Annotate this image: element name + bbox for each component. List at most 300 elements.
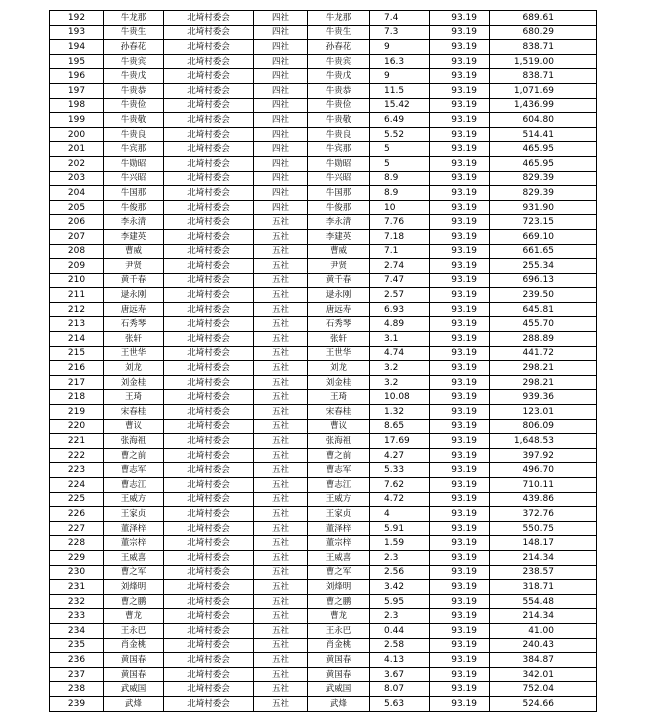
holder-cell: 王永巴 — [308, 623, 370, 638]
table-row — [50, 623, 597, 638]
amount-cell: 554.48 — [490, 594, 597, 609]
village-cell: 北埼村委会 — [164, 142, 254, 157]
amount-cell: 496.70 — [490, 463, 597, 478]
name-cell: 曹威 — [104, 244, 164, 259]
name-cell: 牛兴昭 — [104, 171, 164, 186]
area-cell: 16.3 — [370, 54, 430, 69]
name-cell: 牛贵俭 — [104, 98, 164, 113]
village-cell: 北埼村委会 — [164, 25, 254, 40]
village-cell: 北埼村委会 — [164, 171, 254, 186]
amount-cell: 238.57 — [490, 565, 597, 580]
holder-cell: 张轩 — [308, 332, 370, 347]
village-cell: 北埼村委会 — [164, 405, 254, 420]
group-cell: 五社 — [254, 594, 308, 609]
row-number: 230 — [50, 565, 104, 580]
group-cell: 四社 — [254, 200, 308, 215]
name-cell: 肖金桃 — [104, 638, 164, 653]
name-cell: 牛国那 — [104, 186, 164, 201]
table-row — [50, 536, 597, 551]
name-cell: 孙春花 — [104, 40, 164, 55]
amount-cell: 645.81 — [490, 302, 597, 317]
amount-cell: 41.00 — [490, 623, 597, 638]
row-number: 218 — [50, 390, 104, 405]
name-cell: 刘烽明 — [104, 580, 164, 595]
row-number: 225 — [50, 492, 104, 507]
holder-cell: 石秀琴 — [308, 317, 370, 332]
area-cell: 7.1 — [370, 244, 430, 259]
name-cell: 王威喜 — [104, 550, 164, 565]
group-cell: 五社 — [254, 463, 308, 478]
group-cell: 五社 — [254, 215, 308, 230]
row-number: 214 — [50, 332, 104, 347]
group-cell: 五社 — [254, 273, 308, 288]
group-cell: 四社 — [254, 11, 308, 26]
table-row — [50, 171, 597, 186]
group-cell: 五社 — [254, 623, 308, 638]
holder-cell: 黄千春 — [308, 273, 370, 288]
table-row — [50, 54, 597, 69]
holder-cell: 李建英 — [308, 229, 370, 244]
village-cell: 北埼村委会 — [164, 463, 254, 478]
group-cell: 五社 — [254, 361, 308, 376]
area-cell: 2.56 — [370, 565, 430, 580]
group-cell: 五社 — [254, 375, 308, 390]
name-cell: 牛贵生 — [104, 25, 164, 40]
amount-cell: 710.11 — [490, 478, 597, 493]
row-number: 199 — [50, 113, 104, 128]
name-cell: 唐远寿 — [104, 302, 164, 317]
amount-cell: 397.92 — [490, 448, 597, 463]
row-number: 231 — [50, 580, 104, 595]
row-number: 198 — [50, 98, 104, 113]
table-row — [50, 229, 597, 244]
table-row — [50, 11, 597, 26]
holder-cell: 董泽梓 — [308, 521, 370, 536]
table-row — [50, 200, 597, 215]
holder-cell: 曹威 — [308, 244, 370, 259]
holder-cell: 曹议 — [308, 419, 370, 434]
group-cell: 五社 — [254, 492, 308, 507]
holder-cell: 曹志江 — [308, 478, 370, 493]
row-number: 212 — [50, 302, 104, 317]
table-row — [50, 142, 597, 157]
village-cell: 北埼村委会 — [164, 302, 254, 317]
table-row — [50, 186, 597, 201]
holder-cell: 宋春桂 — [308, 405, 370, 420]
table-row — [50, 215, 597, 230]
amount-cell: 1,519.00 — [490, 54, 597, 69]
holder-cell: 牛贵宾 — [308, 54, 370, 69]
row-number: 221 — [50, 434, 104, 449]
holder-cell: 牛贵敬 — [308, 113, 370, 128]
name-cell: 曹之鹏 — [104, 594, 164, 609]
rate-cell: 93.19 — [430, 696, 490, 711]
group-cell: 五社 — [254, 448, 308, 463]
rate-cell: 93.19 — [430, 434, 490, 449]
village-cell: 北埼村委会 — [164, 127, 254, 142]
row-number: 211 — [50, 288, 104, 303]
row-number: 215 — [50, 346, 104, 361]
holder-cell: 武威国 — [308, 682, 370, 697]
name-cell: 牛贵宾 — [104, 54, 164, 69]
row-number: 208 — [50, 244, 104, 259]
holder-cell: 曹之鹏 — [308, 594, 370, 609]
rate-cell: 93.19 — [430, 98, 490, 113]
area-cell: 9 — [370, 40, 430, 55]
rate-cell: 93.19 — [430, 171, 490, 186]
amount-cell: 384.87 — [490, 653, 597, 668]
holder-cell: 李永清 — [308, 215, 370, 230]
area-cell: 7.62 — [370, 478, 430, 493]
amount-cell: 550.75 — [490, 521, 597, 536]
village-cell: 北埼村委会 — [164, 186, 254, 201]
village-cell: 北埼村委会 — [164, 98, 254, 113]
village-cell: 北埼村委会 — [164, 229, 254, 244]
holder-cell: 牛贵良 — [308, 127, 370, 142]
holder-cell: 张海祖 — [308, 434, 370, 449]
group-cell: 五社 — [254, 653, 308, 668]
holder-cell: 王琦 — [308, 390, 370, 405]
area-cell: 4.27 — [370, 448, 430, 463]
table-row — [50, 696, 597, 711]
table-row — [50, 127, 597, 142]
holder-cell: 曹之前 — [308, 448, 370, 463]
group-cell: 四社 — [254, 127, 308, 142]
rate-cell: 93.19 — [430, 142, 490, 157]
village-cell: 北埼村委会 — [164, 521, 254, 536]
village-cell: 北埼村委会 — [164, 332, 254, 347]
area-cell: 10 — [370, 200, 430, 215]
table-row — [50, 156, 597, 171]
village-cell: 北埼村委会 — [164, 492, 254, 507]
village-cell: 北埼村委会 — [164, 419, 254, 434]
area-cell: 3.2 — [370, 361, 430, 376]
group-cell: 四社 — [254, 69, 308, 84]
area-cell: 8.07 — [370, 682, 430, 697]
name-cell: 逯永刚 — [104, 288, 164, 303]
rate-cell: 93.19 — [430, 229, 490, 244]
area-cell: 15.42 — [370, 98, 430, 113]
group-cell: 五社 — [254, 259, 308, 274]
group-cell: 五社 — [254, 609, 308, 624]
holder-cell: 刘烽明 — [308, 580, 370, 595]
area-cell: 2.74 — [370, 259, 430, 274]
group-cell: 五社 — [254, 405, 308, 420]
rate-cell: 93.19 — [430, 302, 490, 317]
rate-cell: 93.19 — [430, 390, 490, 405]
rate-cell: 93.19 — [430, 375, 490, 390]
row-number: 204 — [50, 186, 104, 201]
village-cell: 北埼村委会 — [164, 623, 254, 638]
holder-cell: 孙春花 — [308, 40, 370, 55]
group-cell: 五社 — [254, 507, 308, 522]
name-cell: 王永巴 — [104, 623, 164, 638]
village-cell: 北埼村委会 — [164, 288, 254, 303]
village-cell: 北埼村委会 — [164, 682, 254, 697]
rate-cell: 93.19 — [430, 186, 490, 201]
holder-cell: 曹志军 — [308, 463, 370, 478]
name-cell: 张轩 — [104, 332, 164, 347]
village-cell: 北埼村委会 — [164, 317, 254, 332]
table-row — [50, 653, 597, 668]
table-row — [50, 302, 597, 317]
rate-cell: 93.19 — [430, 215, 490, 230]
table-row — [50, 69, 597, 84]
rate-cell: 93.19 — [430, 25, 490, 40]
group-cell: 四社 — [254, 54, 308, 69]
row-number: 237 — [50, 667, 104, 682]
rate-cell: 93.19 — [430, 69, 490, 84]
name-cell: 牛龙那 — [104, 11, 164, 26]
rate-cell: 93.19 — [430, 448, 490, 463]
name-cell: 董宗梓 — [104, 536, 164, 551]
rate-cell: 93.19 — [430, 11, 490, 26]
village-cell: 北埼村委会 — [164, 83, 254, 98]
name-cell: 张海祖 — [104, 434, 164, 449]
row-number: 201 — [50, 142, 104, 157]
table-row — [50, 361, 597, 376]
holder-cell: 唐远寿 — [308, 302, 370, 317]
row-number: 234 — [50, 623, 104, 638]
amount-cell: 123.01 — [490, 405, 597, 420]
holder-cell: 尹贤 — [308, 259, 370, 274]
name-cell: 曹龙 — [104, 609, 164, 624]
rate-cell: 93.19 — [430, 317, 490, 332]
holder-cell: 刘龙 — [308, 361, 370, 376]
table-body — [50, 11, 597, 712]
row-number: 223 — [50, 463, 104, 478]
table-row — [50, 638, 597, 653]
amount-cell: 680.29 — [490, 25, 597, 40]
holder-cell: 牛贵俭 — [308, 98, 370, 113]
rate-cell: 93.19 — [430, 346, 490, 361]
group-cell: 五社 — [254, 434, 308, 449]
row-number: 222 — [50, 448, 104, 463]
row-number: 192 — [50, 11, 104, 26]
rate-cell: 93.19 — [430, 667, 490, 682]
name-cell: 牛贵良 — [104, 127, 164, 142]
area-cell: 6.49 — [370, 113, 430, 128]
village-cell: 北埼村委会 — [164, 156, 254, 171]
area-cell: 8.9 — [370, 171, 430, 186]
row-number: 236 — [50, 653, 104, 668]
name-cell: 曹之前 — [104, 448, 164, 463]
amount-cell: 723.15 — [490, 215, 597, 230]
name-cell: 李永清 — [104, 215, 164, 230]
rate-cell: 93.19 — [430, 127, 490, 142]
name-cell: 黄国春 — [104, 653, 164, 668]
amount-cell: 806.09 — [490, 419, 597, 434]
amount-cell: 465.95 — [490, 142, 597, 157]
amount-cell: 288.89 — [490, 332, 597, 347]
area-cell: 4.72 — [370, 492, 430, 507]
holder-cell: 黄国春 — [308, 667, 370, 682]
amount-cell: 342.01 — [490, 667, 597, 682]
area-cell: 7.3 — [370, 25, 430, 40]
name-cell: 刘金桂 — [104, 375, 164, 390]
area-cell: 4.13 — [370, 653, 430, 668]
holder-cell: 牛俊那 — [308, 200, 370, 215]
rate-cell: 93.19 — [430, 478, 490, 493]
amount-cell: 214.34 — [490, 550, 597, 565]
rate-cell: 93.19 — [430, 54, 490, 69]
area-cell: 2.58 — [370, 638, 430, 653]
row-number: 235 — [50, 638, 104, 653]
name-cell: 石秀琴 — [104, 317, 164, 332]
amount-cell: 148.17 — [490, 536, 597, 551]
amount-cell: 689.61 — [490, 11, 597, 26]
amount-cell: 829.39 — [490, 186, 597, 201]
table-row — [50, 580, 597, 595]
holder-cell: 刘金桂 — [308, 375, 370, 390]
group-cell: 五社 — [254, 419, 308, 434]
rate-cell: 93.19 — [430, 492, 490, 507]
rate-cell: 93.19 — [430, 623, 490, 638]
village-cell: 北埼村委会 — [164, 536, 254, 551]
amount-cell: 455.70 — [490, 317, 597, 332]
name-cell: 王家贞 — [104, 507, 164, 522]
village-cell: 北埼村委会 — [164, 273, 254, 288]
amount-cell: 465.95 — [490, 156, 597, 171]
village-cell: 北埼村委会 — [164, 448, 254, 463]
area-cell: 1.32 — [370, 405, 430, 420]
area-cell: 7.76 — [370, 215, 430, 230]
table-row — [50, 405, 597, 420]
village-cell: 北埼村委会 — [164, 667, 254, 682]
data-table — [49, 10, 597, 712]
area-cell: 4.89 — [370, 317, 430, 332]
name-cell: 牛俊那 — [104, 200, 164, 215]
rate-cell: 93.19 — [430, 288, 490, 303]
row-number: 197 — [50, 83, 104, 98]
area-cell: 0.44 — [370, 623, 430, 638]
table-row — [50, 390, 597, 405]
row-number: 209 — [50, 259, 104, 274]
holder-cell: 牛国那 — [308, 186, 370, 201]
village-cell: 北埼村委会 — [164, 565, 254, 580]
village-cell: 北埼村委会 — [164, 69, 254, 84]
row-number: 219 — [50, 405, 104, 420]
row-number: 210 — [50, 273, 104, 288]
amount-cell: 669.10 — [490, 229, 597, 244]
village-cell: 北埼村委会 — [164, 434, 254, 449]
holder-cell: 董宗梓 — [308, 536, 370, 551]
table-row — [50, 565, 597, 580]
group-cell: 四社 — [254, 171, 308, 186]
village-cell: 北埼村委会 — [164, 200, 254, 215]
table-row — [50, 317, 597, 332]
name-cell: 黄千春 — [104, 273, 164, 288]
amount-cell: 931.90 — [490, 200, 597, 215]
group-cell: 四社 — [254, 156, 308, 171]
table-row — [50, 288, 597, 303]
amount-cell: 1,648.53 — [490, 434, 597, 449]
area-cell: 8.65 — [370, 419, 430, 434]
area-cell: 10.08 — [370, 390, 430, 405]
name-cell: 曹之军 — [104, 565, 164, 580]
amount-cell: 239.50 — [490, 288, 597, 303]
table-row — [50, 448, 597, 463]
group-cell: 五社 — [254, 682, 308, 697]
rate-cell: 93.19 — [430, 332, 490, 347]
village-cell: 北埼村委会 — [164, 40, 254, 55]
row-number: 196 — [50, 69, 104, 84]
rate-cell: 93.19 — [430, 521, 490, 536]
holder-cell: 牛勋昭 — [308, 156, 370, 171]
village-cell: 北埼村委会 — [164, 346, 254, 361]
group-cell: 四社 — [254, 98, 308, 113]
rate-cell: 93.19 — [430, 200, 490, 215]
village-cell: 北埼村委会 — [164, 478, 254, 493]
rate-cell: 93.19 — [430, 463, 490, 478]
table-row — [50, 492, 597, 507]
rate-cell: 93.19 — [430, 565, 490, 580]
area-cell: 7.4 — [370, 11, 430, 26]
area-cell: 1.59 — [370, 536, 430, 551]
table-row — [50, 40, 597, 55]
area-cell: 5 — [370, 156, 430, 171]
holder-cell: 曹之军 — [308, 565, 370, 580]
row-number: 205 — [50, 200, 104, 215]
area-cell: 3.2 — [370, 375, 430, 390]
rate-cell: 93.19 — [430, 113, 490, 128]
group-cell: 五社 — [254, 317, 308, 332]
rate-cell: 93.19 — [430, 594, 490, 609]
name-cell: 王世华 — [104, 346, 164, 361]
group-cell: 五社 — [254, 478, 308, 493]
holder-cell: 王威喜 — [308, 550, 370, 565]
row-number: 220 — [50, 419, 104, 434]
table-row — [50, 375, 597, 390]
amount-cell: 240.43 — [490, 638, 597, 653]
name-cell: 董泽梓 — [104, 521, 164, 536]
row-number: 229 — [50, 550, 104, 565]
row-number: 202 — [50, 156, 104, 171]
holder-cell: 牛兴昭 — [308, 171, 370, 186]
name-cell: 刘龙 — [104, 361, 164, 376]
amount-cell: 939.36 — [490, 390, 597, 405]
amount-cell: 255.34 — [490, 259, 597, 274]
row-number: 200 — [50, 127, 104, 142]
area-cell: 5.52 — [370, 127, 430, 142]
name-cell: 武威国 — [104, 682, 164, 697]
name-cell: 牛宾那 — [104, 142, 164, 157]
holder-cell: 王家贞 — [308, 507, 370, 522]
village-cell: 北埼村委会 — [164, 259, 254, 274]
amount-cell: 829.39 — [490, 171, 597, 186]
group-cell: 五社 — [254, 536, 308, 551]
village-cell: 北埼村委会 — [164, 507, 254, 522]
village-cell: 北埼村委会 — [164, 653, 254, 668]
rate-cell: 93.19 — [430, 273, 490, 288]
area-cell: 2.57 — [370, 288, 430, 303]
group-cell: 五社 — [254, 288, 308, 303]
area-cell: 4 — [370, 507, 430, 522]
table-row — [50, 434, 597, 449]
village-cell: 北埼村委会 — [164, 244, 254, 259]
village-cell: 北埼村委会 — [164, 390, 254, 405]
holder-cell: 曹龙 — [308, 609, 370, 624]
row-number: 213 — [50, 317, 104, 332]
row-number: 239 — [50, 696, 104, 711]
amount-cell: 661.65 — [490, 244, 597, 259]
name-cell: 曹议 — [104, 419, 164, 434]
group-cell: 四社 — [254, 25, 308, 40]
group-cell: 五社 — [254, 565, 308, 580]
village-cell: 北埼村委会 — [164, 638, 254, 653]
group-cell: 五社 — [254, 229, 308, 244]
group-cell: 四社 — [254, 186, 308, 201]
